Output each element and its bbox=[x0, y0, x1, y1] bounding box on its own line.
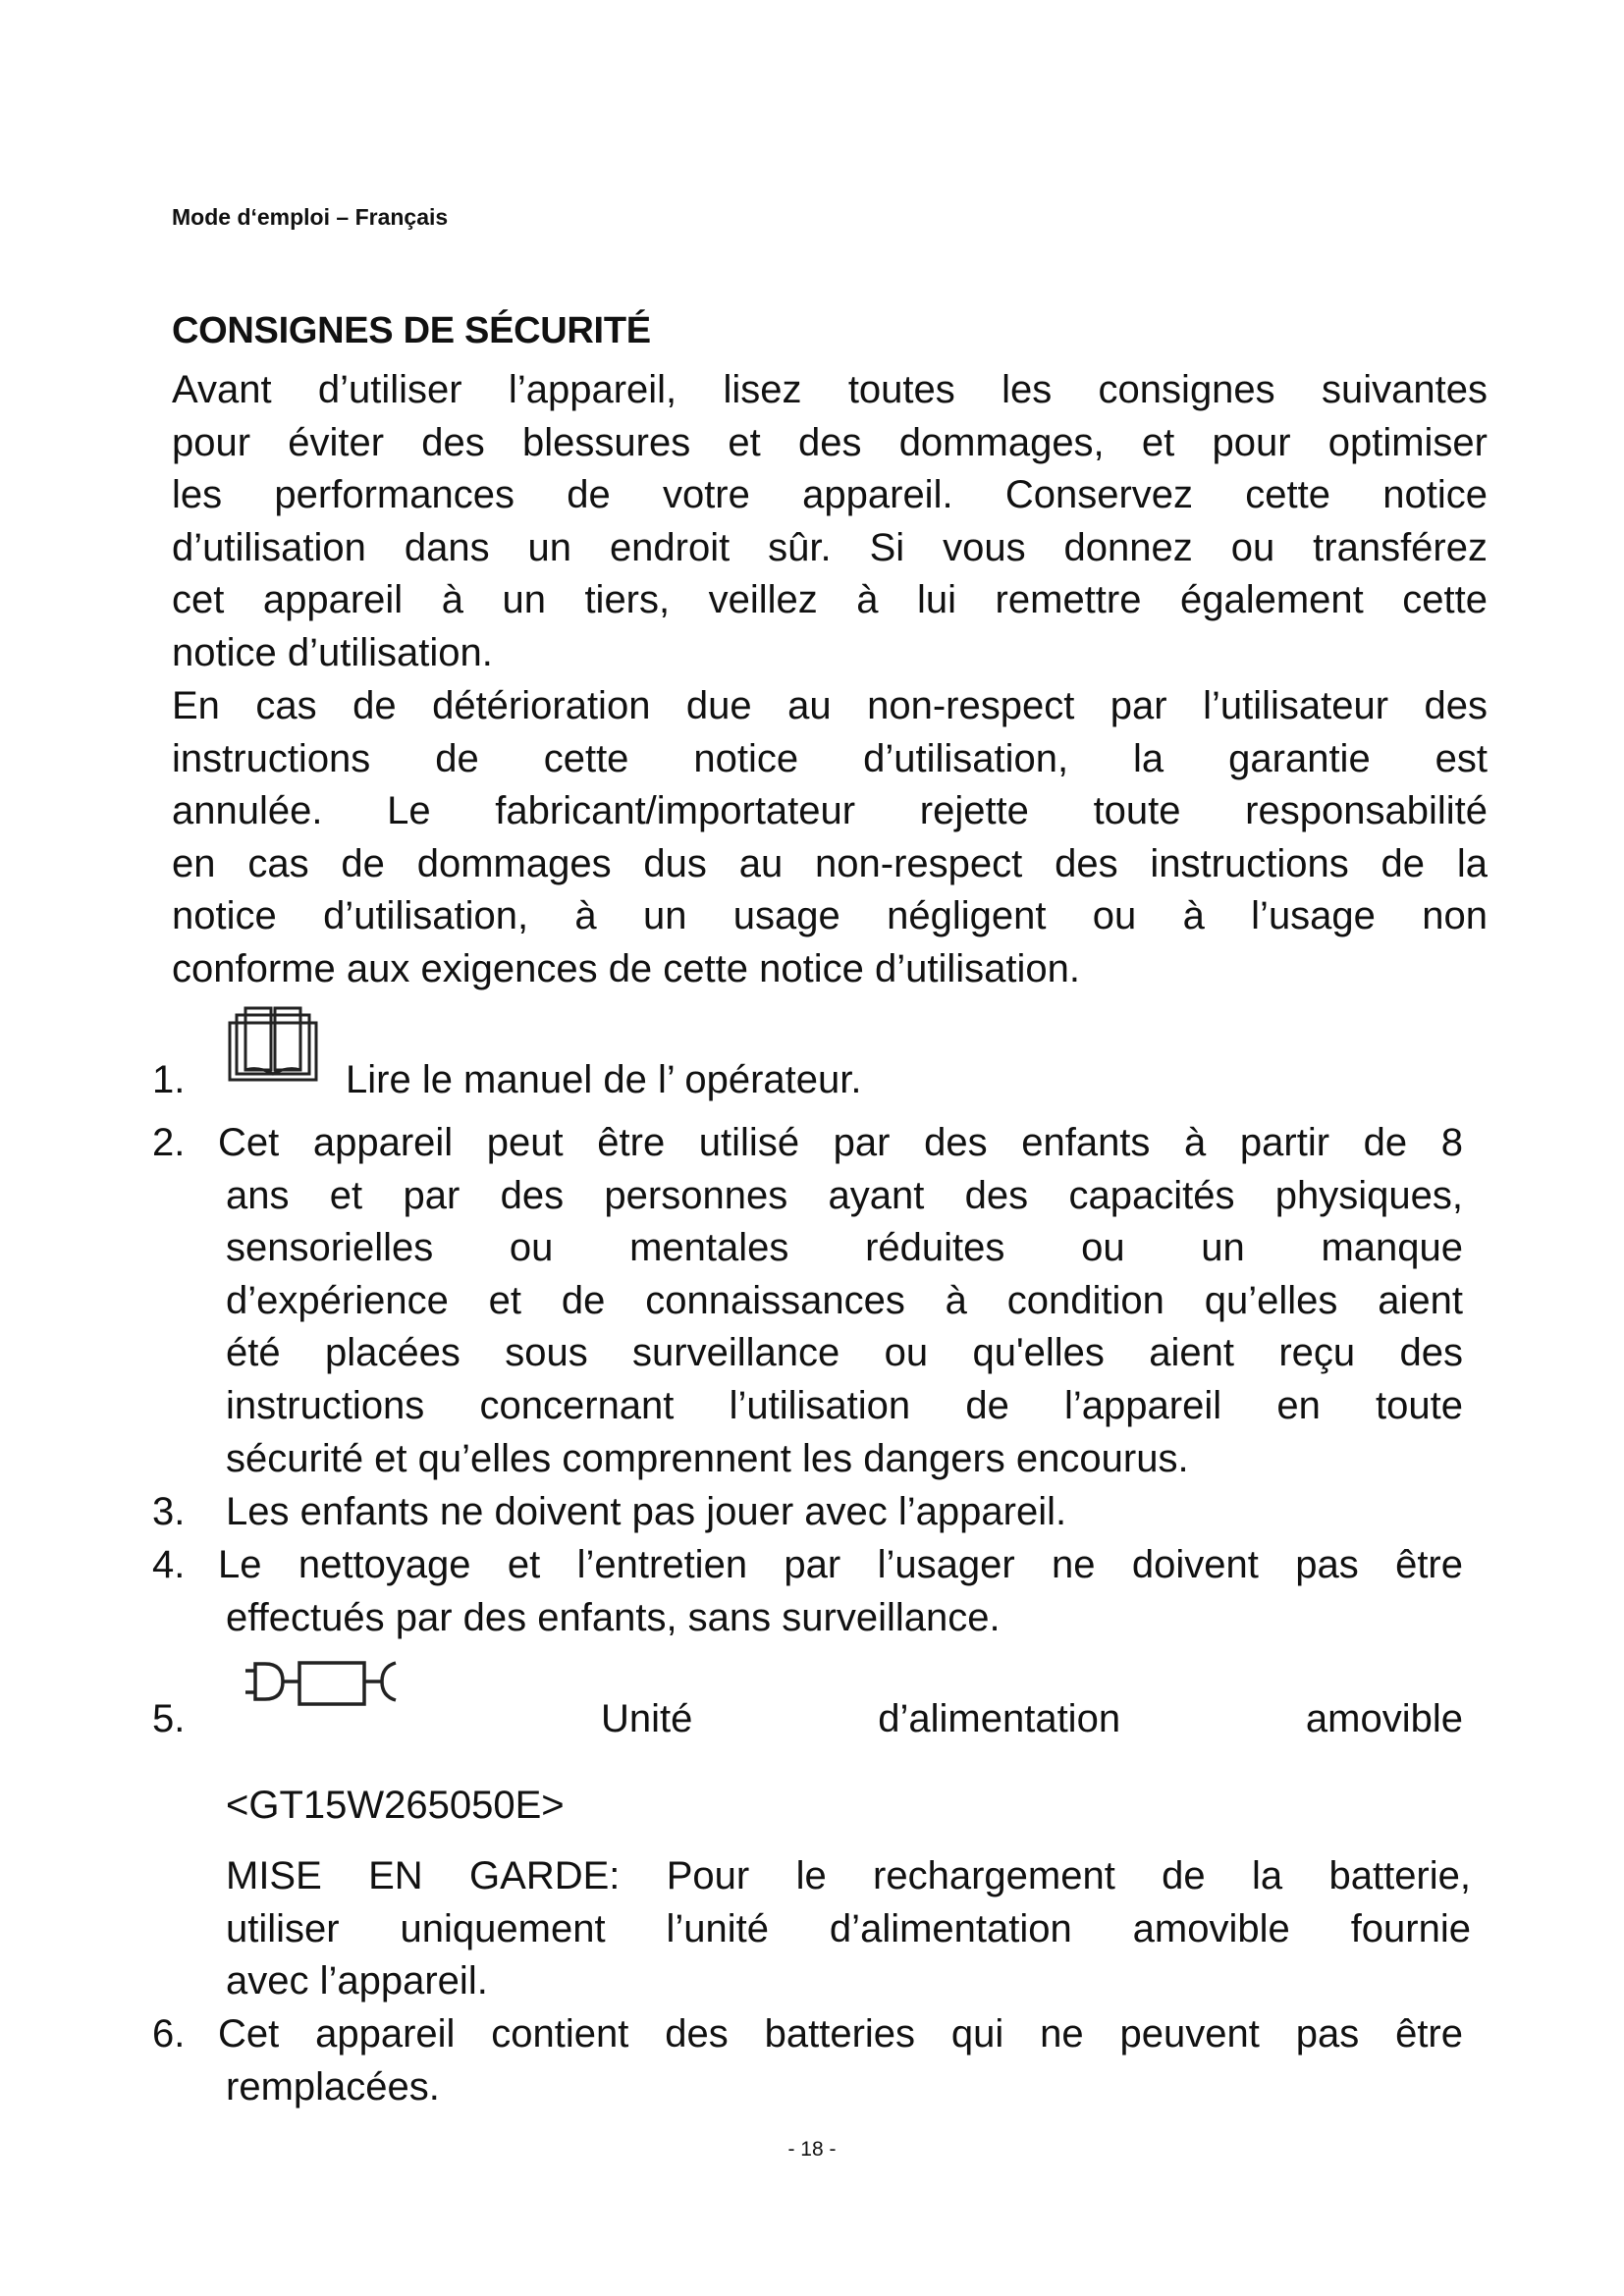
text-line: annulée. Le fabricant/importateur rejette toute responsabilité bbox=[172, 789, 1488, 833]
item-text: Unité d’alimentation amovible bbox=[601, 1697, 1463, 1740]
text-line: Le nettoyage et l’entretien par l’usager ne doivent pas être bbox=[218, 1543, 1463, 1586]
text-line: avec l’appareil. bbox=[226, 1959, 488, 2003]
page-number: - 18 - bbox=[787, 2138, 837, 2161]
text-line: remplacées. bbox=[226, 2064, 440, 2109]
text-line: MISE EN GARDE: Pour le rechargement de la batterie, bbox=[226, 1854, 1471, 1897]
text-line: effectués par des enfants, sans surveillance. bbox=[226, 1595, 1001, 1639]
item-number: 4. bbox=[152, 1543, 186, 1586]
item-text bbox=[218, 2008, 1463, 2113]
text-line: sensorielles ou mentales réduites ou un manque bbox=[226, 1226, 1463, 1270]
item-number: 5. bbox=[152, 1697, 186, 1740]
text-line: d’utilisation dans un endroit sûr. Si vous donnez ou transférez bbox=[172, 525, 1488, 569]
text-line: les performances de votre appareil. Conservez cette notice bbox=[172, 473, 1488, 517]
item-text bbox=[218, 1117, 1463, 1485]
text-line: été placées sous surveillance ou qu'elles aient reçu des bbox=[226, 1331, 1463, 1375]
text-line: instructions concernant l’utilisation de l’appareil en toute bbox=[226, 1383, 1463, 1427]
model-number: <GT15W265050E> bbox=[226, 1784, 565, 1827]
text-line: pour éviter des blessures et des dommages, et pour optimiser bbox=[172, 420, 1488, 464]
text-line: Avant d’utiliser l’appareil, lisez toutes les consignes suivantes bbox=[172, 368, 1488, 411]
running-header: Mode d‘emploi – Français bbox=[172, 204, 449, 230]
text-line: sécurité et qu’elles comprennent les dangers encourus. bbox=[226, 1436, 1189, 1480]
item-text bbox=[218, 1539, 1463, 1644]
text-line: notice d’utilisation. bbox=[172, 630, 493, 674]
text-line: Cet appareil contient des batteries qui ne peuvent pas être bbox=[218, 2012, 1463, 2056]
item-number: 6. bbox=[152, 2012, 186, 2056]
book-manual-icon bbox=[228, 1005, 320, 1084]
item-number: 2. bbox=[152, 1121, 186, 1164]
text-line: en cas de dommages dus au non-respect des instructions de la bbox=[172, 841, 1488, 885]
item-text: Lire le manuel de l’ opérateur. bbox=[346, 1058, 862, 1101]
text-line: Cet appareil peut être utilisé par des enfants à partir de 8 bbox=[218, 1121, 1463, 1164]
warning-text bbox=[226, 1850, 1471, 2008]
text-line: instructions de cette notice d’utilisation, la garantie est bbox=[172, 736, 1488, 780]
text-line: utiliser uniquement l’unité d’alimentation amovible fournie bbox=[226, 1906, 1471, 1950]
intro-paragraph-1 bbox=[172, 364, 1488, 680]
intro-paragraph-2 bbox=[172, 680, 1488, 996]
text-line: notice d’utilisation, à un usage négligent ou à l’usage non bbox=[172, 894, 1488, 938]
text-line: ans et par des personnes ayant des capacités physiques, bbox=[226, 1173, 1463, 1217]
removable-power-supply-icon bbox=[244, 1659, 415, 1710]
item-number: 1. bbox=[152, 1058, 186, 1101]
item-text: Les enfants ne doivent pas jouer avec l’appareil. bbox=[226, 1490, 1067, 1533]
text-line: cet appareil à un tiers, veillez à lui remettre également cette bbox=[172, 578, 1488, 622]
text-line: d’expérience et de connaissances à condition qu’elles aient bbox=[226, 1278, 1463, 1322]
item-number: 3. bbox=[152, 1490, 186, 1533]
section-title: CONSIGNES DE SÉCURITÉ bbox=[172, 310, 651, 351]
text-line: conforme aux exigences de cette notice d’utilisation. bbox=[172, 946, 1080, 990]
text-line: En cas de détérioration due au non-respect par l’utilisateur des bbox=[172, 684, 1488, 727]
